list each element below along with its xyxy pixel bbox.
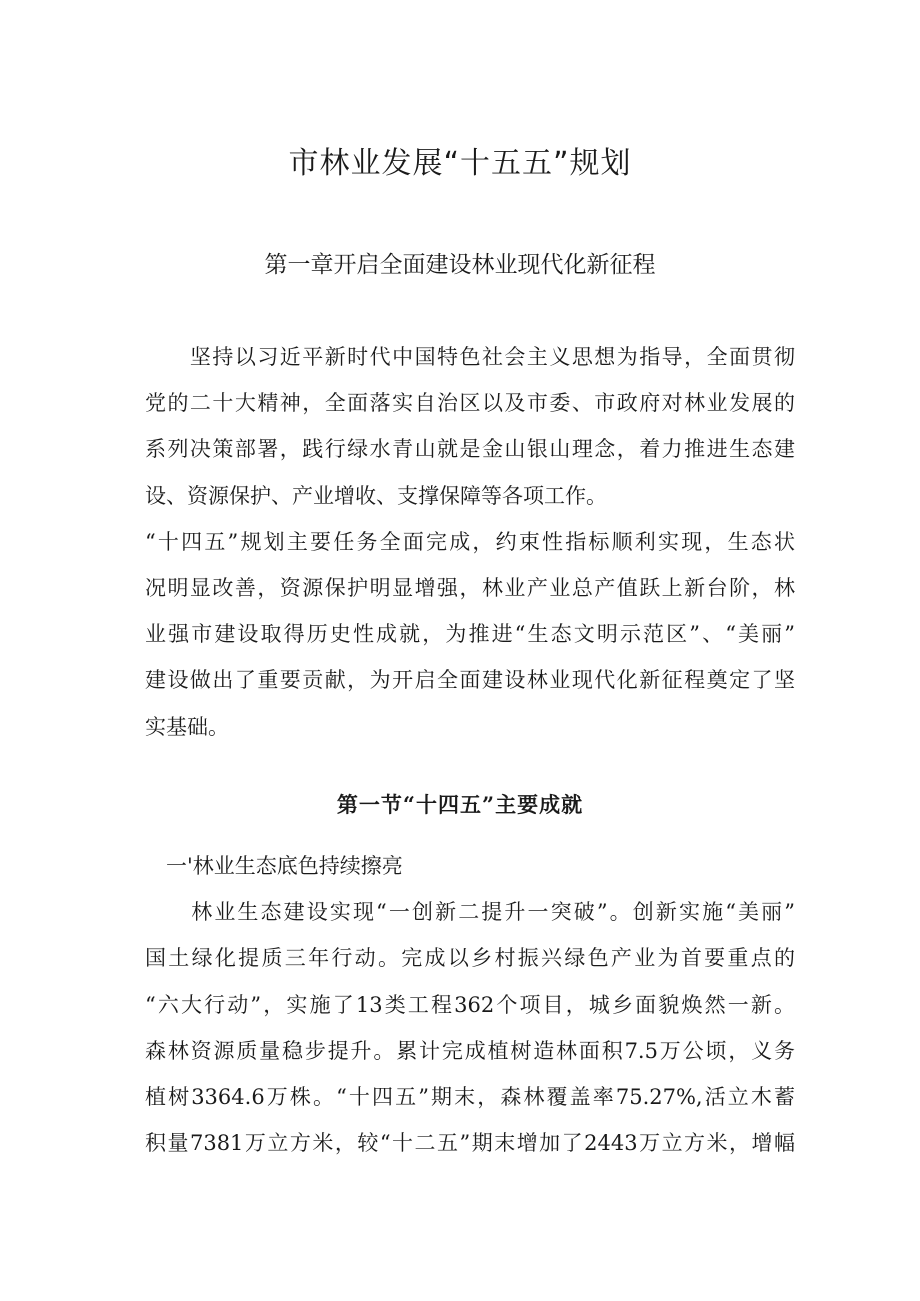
text-line: 况明显改善，资源保护明显增强，林业产业总产值跃上新台阶，林 [145, 575, 795, 600]
text-line: 实基础。 [145, 714, 229, 739]
text-line: 业强市建设取得历史性成就，为推进“生态文明示范区”、“美丽” [145, 622, 795, 647]
section-title: 第一节“十四五”主要成就 [336, 792, 584, 817]
text-line: 系列决策部署，践行绿水青山就是金山银山理念，着力推进生态建 [145, 437, 795, 462]
text-line: 积量7381万立方米，较“十二五”期末增加了2443万立方米，增幅 [145, 1131, 795, 1156]
text-line: 植树3364.6万株。“十四五”期末，森林覆盖率75.27%,活立木蓄 [145, 1084, 795, 1109]
document-title: 市林业发展“十五五”规划 [288, 146, 632, 181]
text-line: 建设做出了重要贡献，为开启全面建设林业现代化新征程奠定了坚 [145, 668, 795, 693]
text-line: 设、资源保护、产业增收、支撑保障等各项工作。 [145, 483, 607, 508]
achievement-paragraph [145, 843, 795, 1166]
text-line: 国土绿化提质三年行动。完成以乡村振兴绿色产业为首要重点的 [145, 946, 795, 971]
text-line: “六大行动”，实施了13类工程362个项目，城乡面貌焕然一新。 [145, 992, 795, 1017]
text-line: 党的二十大精神，全面落实自治区以及市委、市政府对林业发展的 [145, 391, 795, 416]
intro-paragraph [145, 334, 795, 750]
text-line: 坚持以习近平新时代中国特色社会主义思想为指导，全面贯彻 [145, 345, 795, 369]
chapter-title: 第一章开启全面建设林业现代化新征程 [264, 252, 656, 278]
subsection-heading: 一'林业生态底色持续擦亮 [145, 854, 403, 878]
text-line: 森林资源质量稳步提升。累计完成植树造林面积7.5万公顷，义务 [145, 1038, 795, 1063]
text-line: 林业生态建设实现“一创新二提升一突破”。创新实施“美丽” [145, 900, 795, 925]
text-line: “十四五”规划主要任务全面完成，约束性指标顺利实现，生态状 [145, 529, 795, 554]
